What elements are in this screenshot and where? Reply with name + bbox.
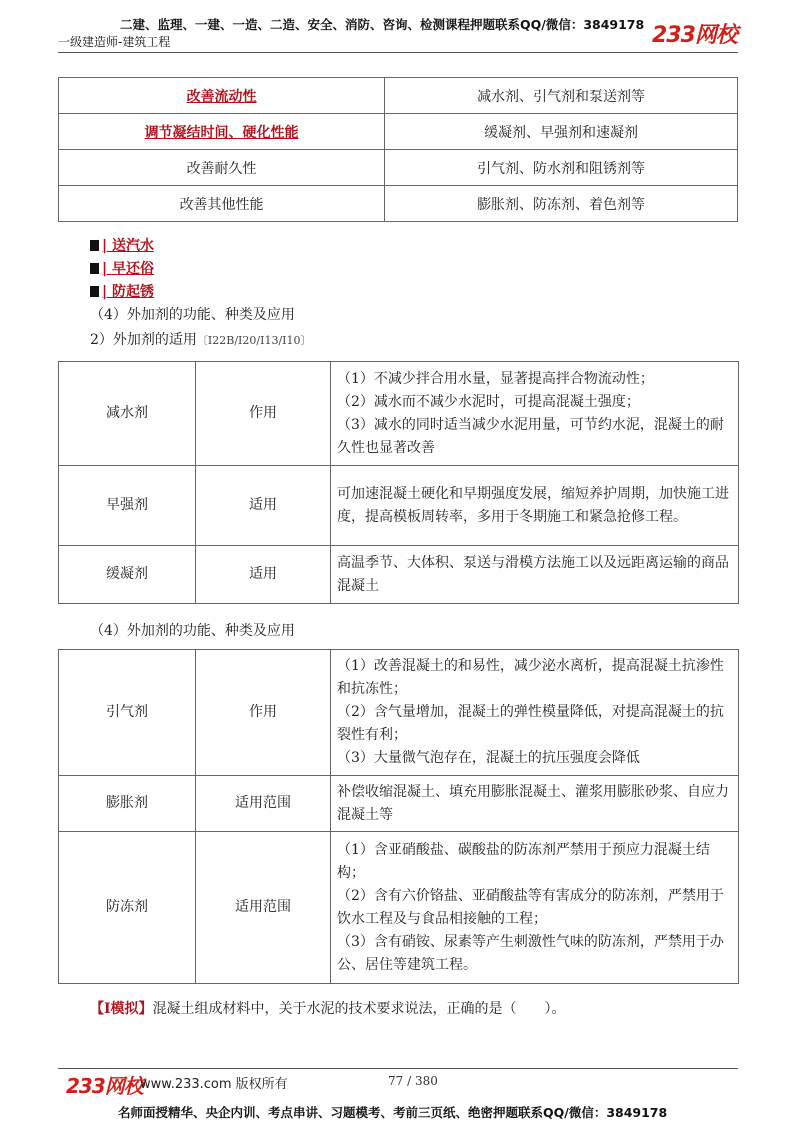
table-cell: 适用 bbox=[196, 466, 331, 546]
table-row bbox=[59, 150, 738, 186]
table-cell: 适用 bbox=[196, 546, 331, 604]
header-contact-line: 二建、监理、一建、一造、二造、安全、消防、咨询、检测课程押题联系QQ/微信：3849178 bbox=[120, 17, 645, 32]
mnemonic-bullet: | 防起锈 bbox=[90, 281, 154, 301]
table-row bbox=[59, 362, 739, 466]
mnemonic-bullet: | 早还俗 bbox=[90, 258, 154, 278]
table-cell: 适用范围 bbox=[196, 776, 331, 832]
practice-question bbox=[90, 998, 566, 1018]
mnemonic-bullet: | 送汽水 bbox=[90, 235, 154, 255]
table-row bbox=[59, 546, 739, 604]
section-heading: 2）外加剂的适用〔Ⅰ22B/Ⅰ20/Ⅰ13/Ⅰ10〕 bbox=[90, 332, 312, 348]
table-cell: 改善其他性能 bbox=[59, 186, 385, 222]
table-cell: 防冻剂 bbox=[59, 832, 196, 984]
table-cell: 改善耐久性 bbox=[59, 150, 385, 186]
table-cell: 减水剂 bbox=[59, 362, 196, 466]
admixture-usage-table-2 bbox=[58, 649, 739, 984]
admixture-function-table bbox=[58, 77, 738, 222]
table-cell: 作用 bbox=[196, 362, 331, 466]
page-number: 77 / 380 bbox=[388, 1074, 438, 1088]
bullet-square-icon bbox=[90, 240, 99, 251]
table-row bbox=[59, 78, 738, 114]
table-cell: （1）改善混凝土的和易性，减少泌水离析，提高混凝土抗渗性和抗冻性； （2）含气量增加，混凝土的弹性模量降低，对提高混凝土的抗裂性有利； （3）大量微气泡存在，混凝土的抗压强度会降低 bbox=[331, 650, 739, 776]
table-cell: 缓凝剂、早强剂和速凝剂 bbox=[385, 114, 738, 150]
table-cell: 可加速混凝土硬化和早期强度发展，缩短养护周期，加快施工进度，提高模板周转率，多用于冬期施工和紧急抢修工程。 bbox=[331, 466, 739, 546]
question-text: 混凝土组成材料中，关于水泥的技术要求说法，正确的是（ ）。 bbox=[152, 1001, 566, 1017]
bullet-square-icon bbox=[90, 263, 99, 274]
section-heading: （4）外加剂的功能、种类及应用 bbox=[90, 307, 295, 323]
table-cell: 调节凝结时间、硬化性能 bbox=[59, 114, 385, 150]
bullet-square-icon bbox=[90, 286, 99, 297]
header-logo: 233网校 bbox=[652, 23, 737, 48]
table-cell: 早强剂 bbox=[59, 466, 196, 546]
table-cell: 引气剂、防水剂和阻锈剂等 bbox=[385, 150, 738, 186]
table-row bbox=[59, 650, 739, 776]
question-tag: 【Ⅰ模拟】 bbox=[90, 1001, 153, 1017]
table-row bbox=[59, 186, 738, 222]
table-cell: （1）含亚硝酸盐、碳酸盐的防冻剂严禁用于预应力混凝土结构； （2）含有六价铬盐、亚硝酸盐等有害成分的防冻剂，严禁用于饮水工程及与食品相接触的工程； （3）含有硝铵、尿素等产生刺激性气味的防冻剂，严禁用于办公、居住等建筑工程。 bbox=[331, 832, 739, 984]
section-heading: （4）外加剂的功能、种类及应用 bbox=[90, 623, 295, 639]
admixture-usage-table bbox=[58, 361, 739, 604]
table-cell: 作用 bbox=[196, 650, 331, 776]
table-cell: 改善流动性 bbox=[59, 78, 385, 114]
table-row bbox=[59, 114, 738, 150]
table-cell: （1）不减少拌合用水量，显著提高拌合物流动性； （2）减水而不减少水泥时，可提高混凝土强度； （3）减水的同时适当减少水泥用量，可节约水泥，混凝土的耐久性也显著改善 bbox=[331, 362, 739, 466]
table-row bbox=[59, 776, 739, 832]
table-cell: 适用范围 bbox=[196, 832, 331, 984]
footer-rule bbox=[58, 1068, 738, 1069]
table-cell: 减水剂、引气剂和泵送剂等 bbox=[385, 78, 738, 114]
table-row bbox=[59, 466, 739, 546]
table-cell: 补偿收缩混凝土、填充用膨胀混凝土、灌浆用膨胀砂浆、自应力混凝土等 bbox=[331, 776, 739, 832]
footer-site: www.233.com 版权所有 bbox=[140, 1077, 288, 1092]
header-subtitle: 一级建造师-建筑工程 bbox=[58, 35, 171, 49]
footer-contact-line: 名师面授精华、央企内训、考点串讲、习题模考、考前三页纸、绝密押题联系QQ/微信：3849178 bbox=[118, 1105, 668, 1120]
table-row bbox=[59, 832, 739, 984]
table-cell: 膨胀剂 bbox=[59, 776, 196, 832]
header-rule bbox=[58, 52, 738, 53]
footer-logo: 233网校 bbox=[66, 1074, 143, 1098]
table-cell: 膨胀剂、防冻剂、着色剂等 bbox=[385, 186, 738, 222]
table-cell: 缓凝剂 bbox=[59, 546, 196, 604]
exam-year-tag: 〔Ⅰ22B/Ⅰ20/Ⅰ13/Ⅰ10〕 bbox=[196, 334, 312, 347]
table-cell: 高温季节、大体积、泵送与滑模方法施工以及远距离运输的商品混凝土 bbox=[331, 546, 739, 604]
table-cell: 引气剂 bbox=[59, 650, 196, 776]
